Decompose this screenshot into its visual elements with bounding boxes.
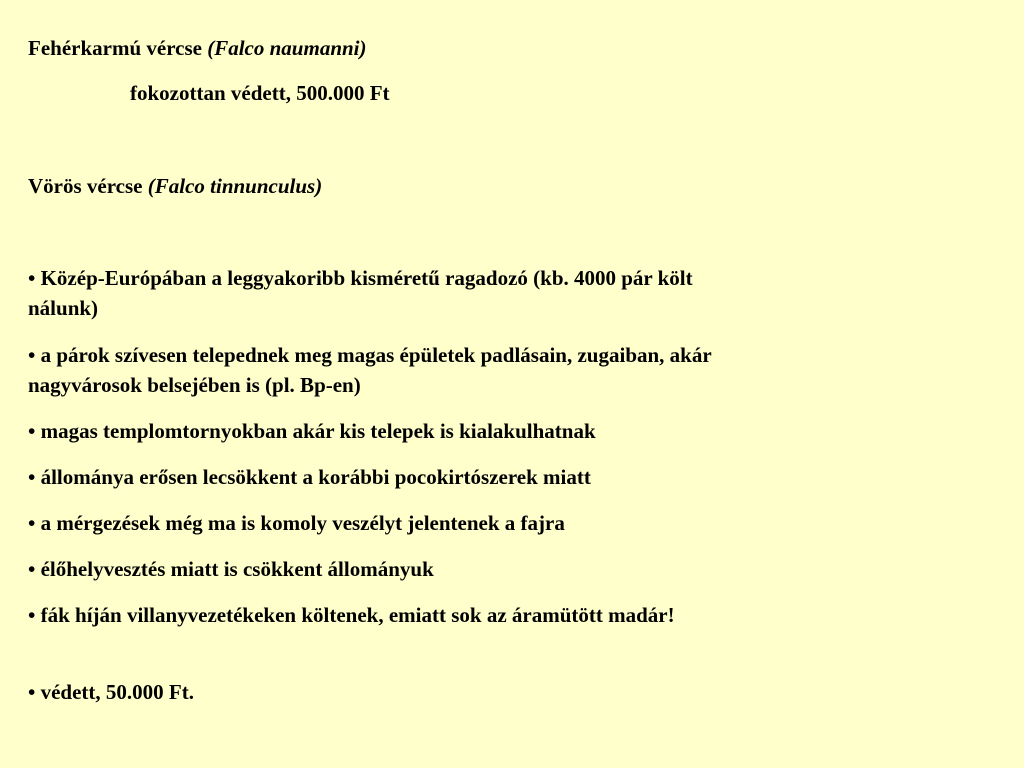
species1-heading [28,33,367,63]
bullet-item: • fák híján villanyvezetékeken költenek, emiatt sok az áramütött madár! [28,603,675,627]
bullet-item: • védett, 50.000 Ft. [28,680,194,704]
bullet-item: • Közép-Európában a leggyakoribb kisméretű ragadozó (kb. 4000 pár költ nálunk) [28,266,693,320]
species2-latin: (Falco tinnunculus) [147,174,323,198]
bullet-item: • a mérgezések még ma is komoly veszélyt jelentenek a fajra [28,511,565,535]
species2-heading [28,171,322,201]
bullet-item: • élőhelyvesztés miatt is csökkent állományuk [28,557,434,581]
slide [28,0,748,768]
species1-status: fokozottan védett, 500.000 Ft [130,81,390,105]
species1-name: Fehérkarmú vércse [28,36,208,60]
species2-name: Vörös vércse [28,174,148,198]
species1-latin: (Falco naumanni) [207,36,367,60]
bullet-item: • a párok szívesen telepednek meg magas épületek padlásain, zugaiban, akár nagyvárosok belsejében is (pl. Bp-en) [28,343,712,397]
bullet-item: • állománya erősen lecsökkent a korábbi pocokirtószerek miatt [28,465,591,489]
bullet-item: • magas templomtornyokban akár kis telepek is kialakulhatnak [28,419,596,443]
